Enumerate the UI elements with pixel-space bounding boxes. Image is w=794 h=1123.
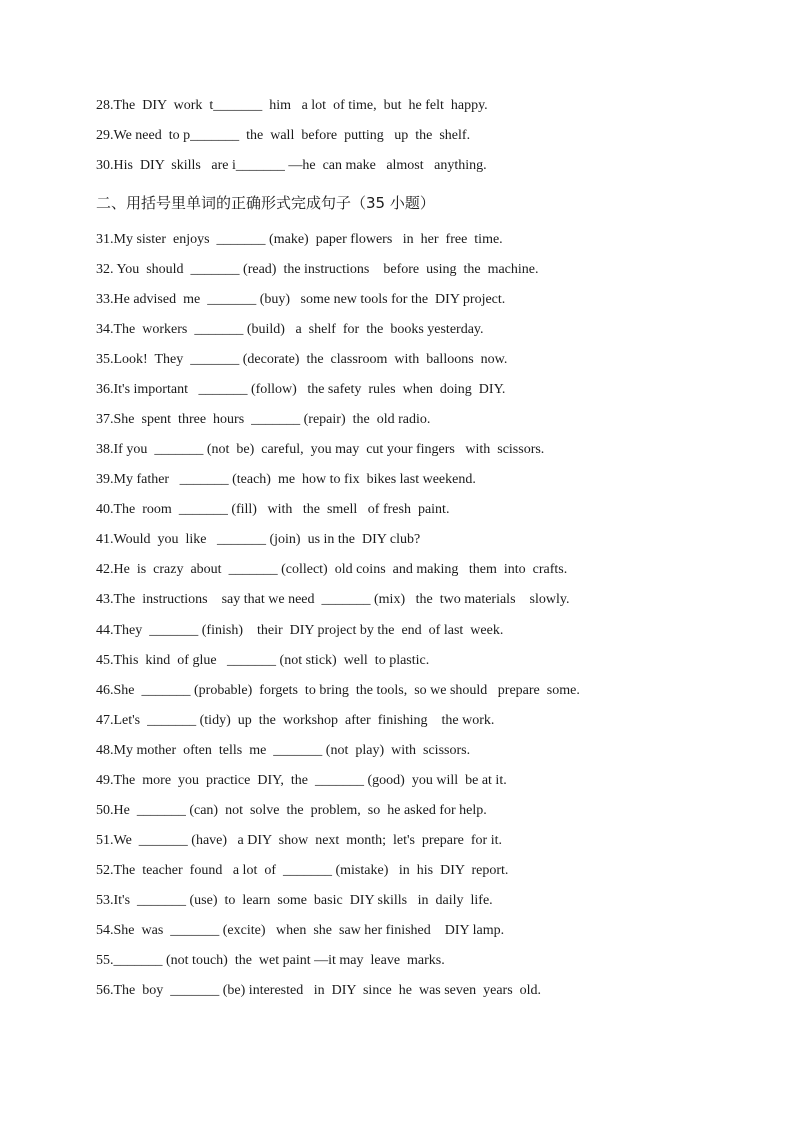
section-2-heading: 二、用括号里单词的正确形式完成句子（35 小题） (96, 194, 435, 212)
question-50: 50.He _______ (can) not solve the problem, so he asked for help. (96, 803, 487, 818)
question-43: 43.The instructions say that we need _______ (mix) the two materials slowly. (96, 592, 570, 607)
question-35: 35.Look! They _______ (decorate) the classroom with balloons now. (96, 352, 508, 367)
question-51: 51.We _______ (have) a DIY show next month; let's prepare for it. (96, 833, 502, 848)
question-41: 41.Would you like _______ (join) us in the DIY club? (96, 532, 421, 547)
question-52: 52.The teacher found a lot of _______ (mistake) in his DIY report. (96, 863, 509, 878)
question-45: 45.This kind of glue _______ (not stick) well to plastic. (96, 653, 430, 668)
question-34: 34.The workers _______ (build) a shelf for the books yesterday. (96, 322, 484, 337)
question-38: 38.If you _______ (not be) careful, you may cut your fingers with scissors. (96, 442, 545, 457)
question-40: 40.The room _______ (fill) with the smell of fresh paint. (96, 502, 450, 517)
question-56: 56.The boy _______ (be) interested in DIY since he was seven years old. (96, 983, 542, 998)
question-39: 39.My father _______ (teach) me how to fix bikes last weekend. (96, 472, 476, 487)
question-55: 55._______ (not touch) the wet paint —it may leave marks. (96, 953, 445, 968)
question-37: 37.She spent three hours _______ (repair) the old radio. (96, 412, 431, 427)
question-31: 31.My sister enjoys _______ (make) paper flowers in her free time. (96, 232, 503, 247)
question-54: 54.She was _______ (excite) when she saw her finished DIY lamp. (96, 923, 505, 938)
question-33: 33.He advised me _______ (buy) some new tools for the DIY project. (96, 292, 506, 307)
question-44: 44.They _______ (finish) their DIY project by the end of last week. (96, 623, 504, 638)
question-29: 29.We need to p_______ the wall before putting up the shelf. (96, 128, 471, 143)
question-46: 46.She _______ (probable) forgets to bring the tools, so we should prepare some. (96, 683, 580, 698)
question-42: 42.He is crazy about _______ (collect) old coins and making them into crafts. (96, 562, 568, 577)
question-53: 53.It's _______ (use) to learn some basic DIY skills in daily life. (96, 893, 493, 908)
question-30: 30.His DIY skills are i_______ —he can make almost anything. (96, 158, 487, 173)
question-28: 28.The DIY work t_______ him a lot of time, but he felt happy. (96, 98, 488, 113)
question-48: 48.My mother often tells me _______ (not play) with scissors. (96, 743, 471, 758)
question-36: 36.It's important _______ (follow) the safety rules when doing DIY. (96, 382, 506, 397)
question-49: 49.The more you practice DIY, the _______ (good) you will be at it. (96, 773, 507, 788)
question-32: 32. You should _______ (read) the instructions before using the machine. (96, 262, 539, 277)
question-47: 47.Let's _______ (tidy) up the workshop after finishing the work. (96, 713, 495, 728)
